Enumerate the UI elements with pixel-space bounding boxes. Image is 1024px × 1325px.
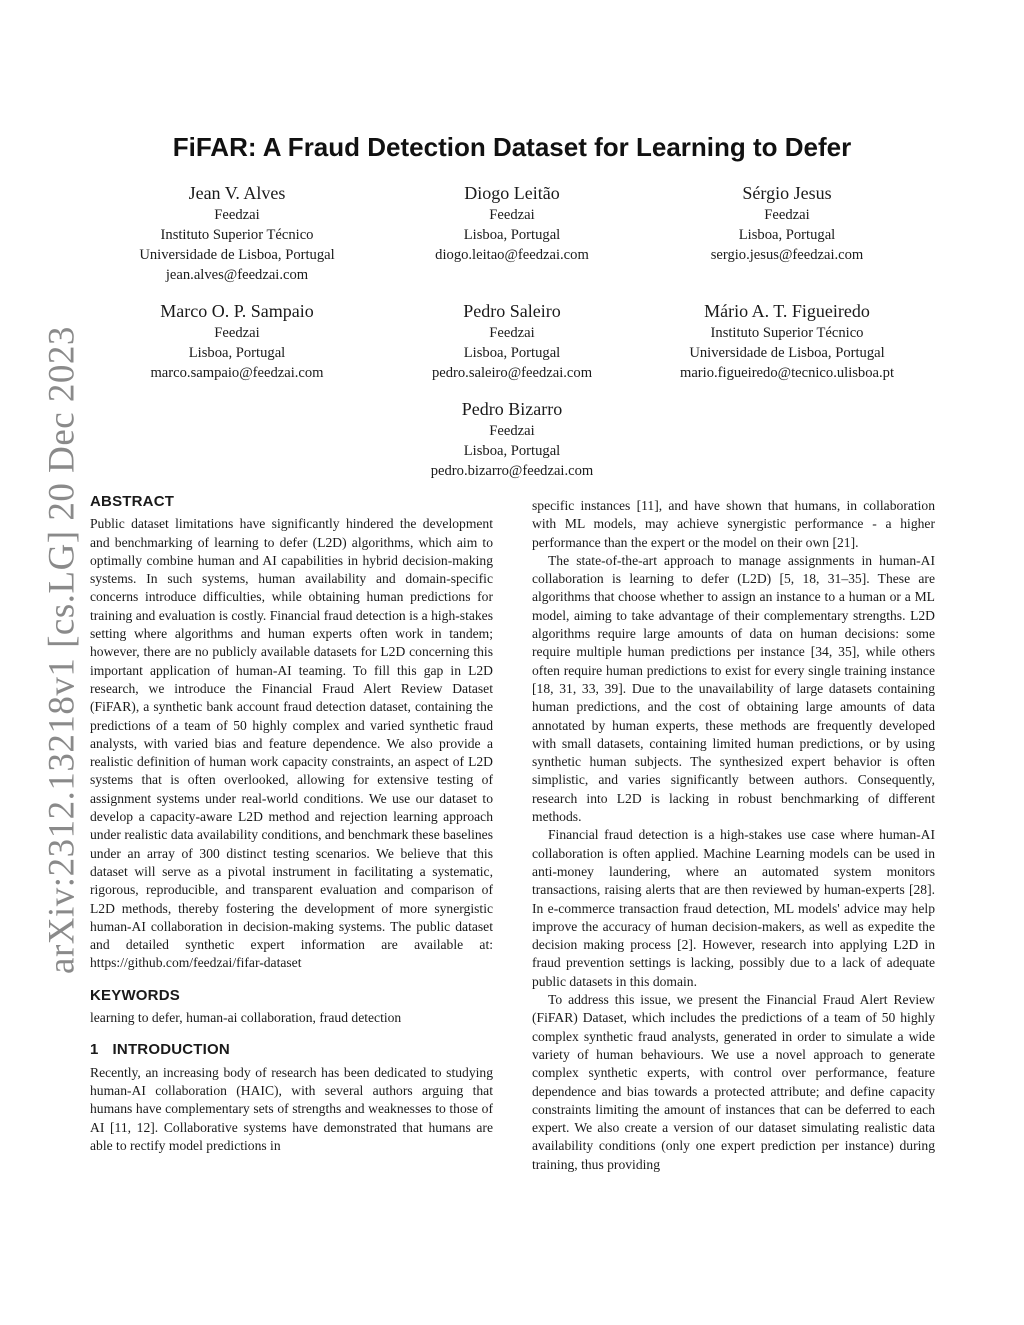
author-affiliation: Lisboa, Portugal xyxy=(188,345,286,361)
abstract-text: Public dataset limitations have significantly hindered the development and benchmarking of learning to defer (L2D) algorithms, which aim to optimally combine human and AI capabilities in hybrid decision-making systems. In such systems, human availability and domain-specific concerns introduce difficulties, while obtaining human predictions for training and evaluation is costly. Financial fraud detection is a high-stakes setting where algorithms and human experts often work in tandem; however, there are no publicly available datasets for L2D concerning this important application of human-AI teaming. To fill this gap in L2D research, we introduce the Financial Fraud Alert Review Dataset (FiFAR), a synthetic bank account fraud detection dataset, containing the predictions of a team of 50 highly complex and varied synthetic fraud analysts, with varied bias and feature dependence. We also provide a realistic definition of human work capacity constraints, an aspect of L2D systems that is often overlooked, allowing for extensive testing of assignment systems under real-world conditions. We use our dataset to develop a capacity-aware L2D method and rejection learning approach under realistic data availability conditions, and benchmark these baselines under an array of 300 distinct testing scenarios. We believe that this dataset will serve as a pivotal instrument in facilitating a systematic, rigorous, reproducible, and transparent evaluation and comparison of L2D methods, thereby fostering the development of more synergistic human-AI collaboration in decision-making systems. The public dataset and detailed synthetic expert information are available at: https://github.com/feedzai/fifar-dataset xyxy=(90,516,493,971)
author-email: pedro.saleiro@feedzai.com xyxy=(431,365,593,381)
author-affiliation: Universidade de Lisboa, Portugal xyxy=(139,247,335,263)
keywords-text: learning to defer, human-ai collaboration, fraud detection xyxy=(90,1010,402,1026)
author-block xyxy=(347,398,677,481)
introduction-heading xyxy=(90,1041,493,1059)
author-name: Jean V. Alves xyxy=(188,183,286,203)
author-name: Diogo Leitão xyxy=(464,183,560,203)
author-affiliation: Lisboa, Portugal xyxy=(463,443,561,459)
author-affiliation: Feedzai xyxy=(489,207,535,223)
author-affiliation: Instituto Superior Técnico xyxy=(710,325,864,341)
author-name: Mário A. T. Figueiredo xyxy=(704,301,870,321)
author-affiliation: Lisboa, Portugal xyxy=(463,227,561,243)
intro-paragraph: The state-of-the-art approach to manage assignments in human-AI collaboration is learning to defer (L2D) [5, 18, 31–35]. These are algorithms that choose whether to assign an instance to a human or a ML model, aiming to take advantage of their complementary strengths. L2D algorithms require large amounts of data on human decisions: some require multiple human predictions per instance [34, 35], while others often require human predictions to exist for every single training instance [18, 31, 33, 39]. Due to the unavailability of large datasets containing human predictions, and the cost of obtaining large amounts of data annotated by human experts, these methods are frequently developed with small datasets, containing limited human predictions, or by using synthetic human subjects. The synthesized expert behavior is often simplistic, and varies significantly between authors. Consequently, research into L2D is lacking in robust benchmarking of different methods. xyxy=(532,552,935,825)
left-column xyxy=(90,493,493,1155)
author-affiliation: Instituto Superior Técnico xyxy=(160,227,314,243)
author-email: sergio.jesus@feedzai.com xyxy=(710,247,864,263)
author-name: Pedro Bizarro xyxy=(461,399,563,419)
author-affiliation: Universidade de Lisboa, Portugal xyxy=(689,345,885,361)
intro-paragraph: specific instances [11], and have shown that humans, in collaboration with ML models, may achieve synergistic performance - a higher performance than the expert or the model on their own [21]. xyxy=(532,498,935,550)
author-name: Sérgio Jesus xyxy=(742,183,832,203)
intro-paragraph: Recently, an increasing body of research has been dedicated to studying human-AI collaboration (HAIC), with several authors arguing that humans have complementary sets of strengths and weaknesses to those of AI [11, 12]. Collaborative systems have demonstrated that humans are able to rectify model predictions in xyxy=(90,1064,493,1153)
author-affiliation: Feedzai xyxy=(214,325,260,341)
keywords-heading: KEYWORDS xyxy=(90,986,180,1004)
author-name: Pedro Saleiro xyxy=(463,301,561,321)
right-column xyxy=(532,497,935,1174)
abstract-heading: ABSTRACT xyxy=(90,493,175,510)
paper-title: FiFAR: A Fraud Detection Dataset for Learning to Defer xyxy=(172,132,852,162)
author-email: mario.figueiredo@tecnico.ulisboa.pt xyxy=(679,365,895,381)
author-affiliation: Feedzai xyxy=(214,207,260,223)
intro-paragraph: To address this issue, we present the Financial Fraud Alert Review (FiFAR) Dataset, which includes the predictions of a team of 50 highly complex synthetic fraud analysts, generated in order to simulate a wide variety of human behaviours. We use a novel approach to generate complex synthetic experts, with control over performance, feature dependence and bias towards a protected attribute; and define capacity constraints limiting the amount of instances that can be deferred to each expert. We also create a version of our dataset simulating realistic data availability conditions (only one expert prediction per instance) during training, thus providing xyxy=(532,992,935,1172)
author-affiliation: Lisboa, Portugal xyxy=(463,345,561,361)
author-block xyxy=(622,300,952,383)
author-email: marco.sampaio@feedzai.com xyxy=(150,365,324,381)
author-email: diogo.leitao@feedzai.com xyxy=(435,247,589,263)
author-block xyxy=(622,182,952,265)
author-affiliation: Lisboa, Portugal xyxy=(738,227,836,243)
author-affiliation: Feedzai xyxy=(489,325,535,341)
section-title: INTRODUCTION xyxy=(112,1041,230,1059)
author-affiliation: Feedzai xyxy=(489,423,535,439)
section-number: 1 xyxy=(90,1041,99,1059)
author-email: pedro.bizarro@feedzai.com xyxy=(430,463,594,479)
author-name: Marco O. P. Sampaio xyxy=(160,301,314,321)
author-email: jean.alves@feedzai.com xyxy=(165,267,309,283)
intro-paragraph: Financial fraud detection is a high-stakes use case where human-AI collaboration is often applied. Machine Learning models can be used in anti-money laundering, where an automated system monitors transactions, raising alerts that are then reviewed by human-experts [28]. In e-commerce transaction fraud detection, ML models' advice may help improve the accuracy of human decision-makers, as well as expedite the decision making process [2]. However, research into applying L2D in fraud prevention settings is lacking, possibly due to a lack of adequate public datasets in this domain. xyxy=(532,827,935,989)
author-affiliation: Feedzai xyxy=(764,207,810,223)
arxiv-identifier: arXiv:2312.13218v1 [cs.LG] 20 Dec 2023 xyxy=(41,326,83,974)
